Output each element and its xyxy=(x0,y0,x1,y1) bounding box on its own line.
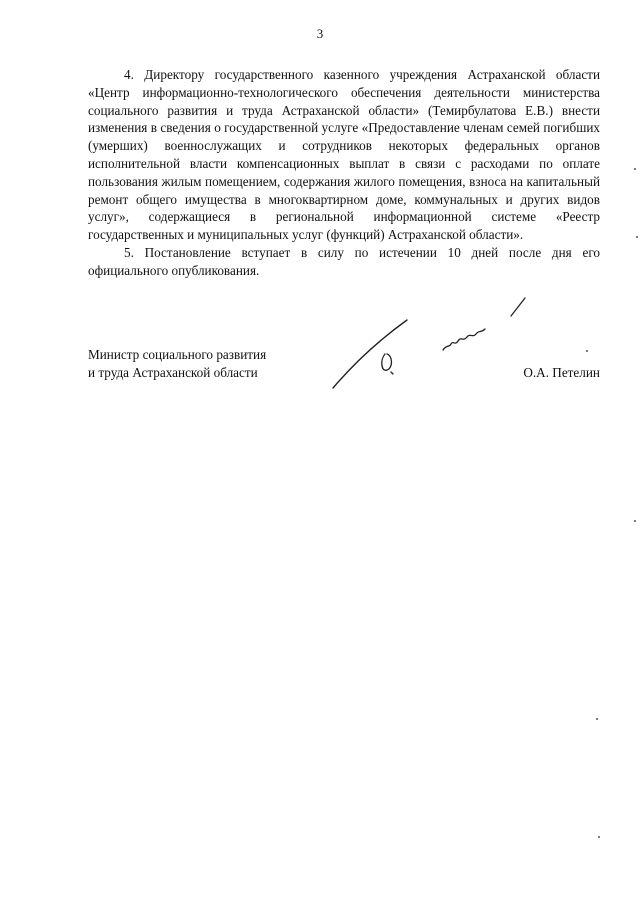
signatory-name: О.А. Петелин xyxy=(523,365,600,380)
scan-speck xyxy=(598,836,600,838)
scan-speck xyxy=(636,236,638,238)
page-number: 3 xyxy=(316,26,324,41)
paragraph-item-5: 5. Постановление вступает в силу по истечении 10 дней после дня его официального опубликования. xyxy=(88,244,600,278)
signatory-position-line-1: Министр социального развития xyxy=(88,347,267,362)
signatory-position-line-2: и труда Астраханской области xyxy=(88,364,258,380)
scan-speck xyxy=(634,520,636,522)
document-body xyxy=(88,66,600,280)
signatory-position xyxy=(88,346,266,382)
handwritten-signature xyxy=(325,288,535,398)
scan-speck xyxy=(634,168,636,170)
scan-speck xyxy=(586,350,588,352)
scan-speck xyxy=(596,718,598,720)
paragraph-item-4: 4. Директору государственного казенного учреждения Астраханской области «Центр информационно-технологического обеспечения деятельности министерства социального развития и труда Астраханской области» (Темирбулатова Е.В.) внести изменения в сведения о государственной услуге «Предоставление членам семей погибших (умерших) военнослужащих и сотрудников некоторых федеральных органов исполнительной власти компенсационных выплат в связи с расходами по оплате пользования жилым помещением, содержания жилого помещения, взноса на капитальный ремонт общего имущества в многоквартирном доме, коммунальных и других видов услуг», содержащиеся в региональной информационной системе «Реестр государственных и муниципальных услуг (функций) Астраханской области». xyxy=(88,67,600,243)
